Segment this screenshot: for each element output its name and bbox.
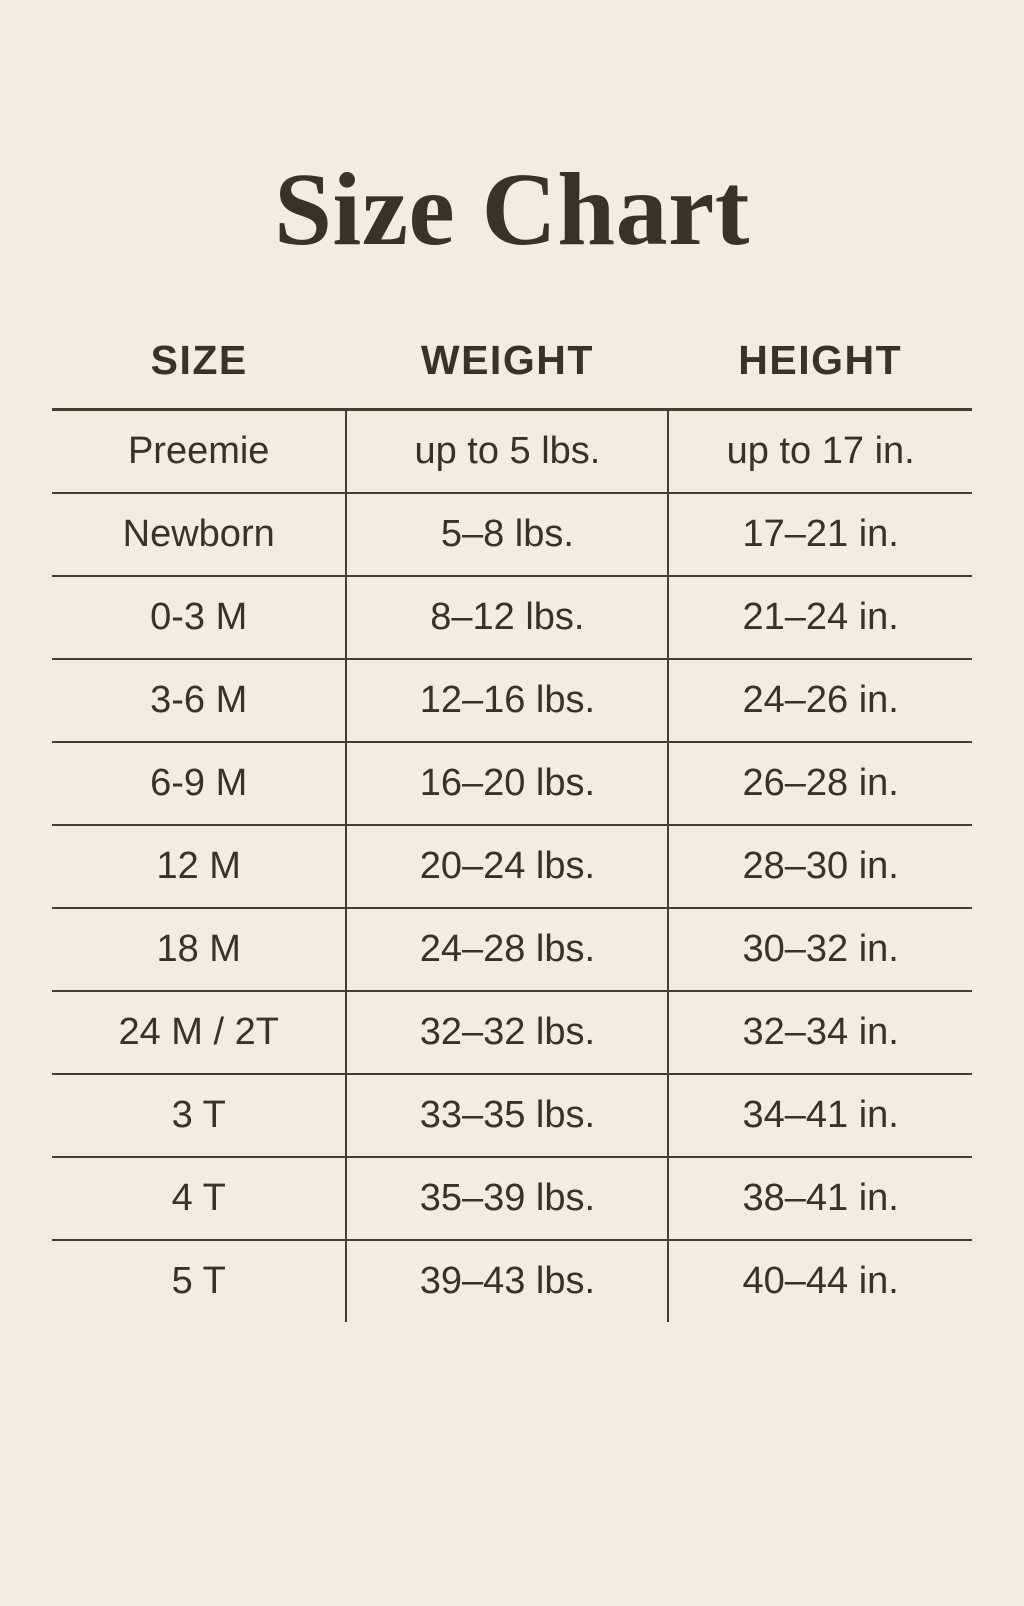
table-row xyxy=(52,825,972,908)
table-row xyxy=(52,1074,972,1157)
cell-size: 3 T xyxy=(52,1074,346,1157)
cell-size: 6-9 M xyxy=(52,742,346,825)
page-title: Size Chart xyxy=(274,151,750,267)
cell-weight: 35–39 lbs. xyxy=(346,1157,668,1240)
cell-height: up to 17 in. xyxy=(668,409,972,493)
table-row xyxy=(52,991,972,1074)
cell-height: 30–32 in. xyxy=(668,908,972,991)
cell-weight: up to 5 lbs. xyxy=(346,409,668,493)
cell-height: 24–26 in. xyxy=(668,659,972,742)
table-header-row xyxy=(52,336,972,410)
table-row xyxy=(52,409,972,493)
cell-weight: 33–35 lbs. xyxy=(346,1074,668,1157)
table-row xyxy=(52,908,972,991)
column-header-height: HEIGHT xyxy=(668,336,972,410)
cell-height: 21–24 in. xyxy=(668,576,972,659)
cell-weight: 39–43 lbs. xyxy=(346,1240,668,1322)
cell-height: 32–34 in. xyxy=(668,991,972,1074)
cell-height: 38–41 in. xyxy=(668,1157,972,1240)
cell-size: 5 T xyxy=(52,1240,346,1322)
cell-height: 26–28 in. xyxy=(668,742,972,825)
table-row xyxy=(52,576,972,659)
cell-size: Preemie xyxy=(52,409,346,493)
table-row xyxy=(52,1240,972,1322)
cell-height: 34–41 in. xyxy=(668,1074,972,1157)
cell-size: 18 M xyxy=(52,908,346,991)
cell-height: 40–44 in. xyxy=(742,1259,899,1302)
cell-weight: 12–16 lbs. xyxy=(346,659,668,742)
size-chart-table xyxy=(52,336,972,1322)
cell-size: 4 T xyxy=(52,1157,346,1240)
size-chart-page xyxy=(0,70,1024,1606)
table-body xyxy=(52,409,972,1322)
table-row xyxy=(52,742,972,825)
cell-size: 24 M / 2T xyxy=(52,991,346,1074)
table-row xyxy=(52,493,972,576)
cell-size: 0-3 M xyxy=(52,576,346,659)
cell-height: 17–21 in. xyxy=(668,493,972,576)
cell-weight: 20–24 lbs. xyxy=(346,825,668,908)
cell-size: Newborn xyxy=(52,493,346,576)
cell-weight: 32–32 lbs. xyxy=(346,991,668,1074)
cell-height: 28–30 in. xyxy=(668,825,972,908)
table-row xyxy=(52,659,972,742)
cell-size: 3-6 M xyxy=(52,659,346,742)
column-header-size: SIZE xyxy=(52,336,346,410)
table-header xyxy=(52,336,972,410)
column-header-weight: WEIGHT xyxy=(346,336,668,410)
cell-weight: 8–12 lbs. xyxy=(346,576,668,659)
cell-weight: 16–20 lbs. xyxy=(346,742,668,825)
cell-weight: 5–8 lbs. xyxy=(346,493,668,576)
cell-size: 12 M xyxy=(52,825,346,908)
cell-weight: 24–28 lbs. xyxy=(346,908,668,991)
table-row xyxy=(52,1157,972,1240)
